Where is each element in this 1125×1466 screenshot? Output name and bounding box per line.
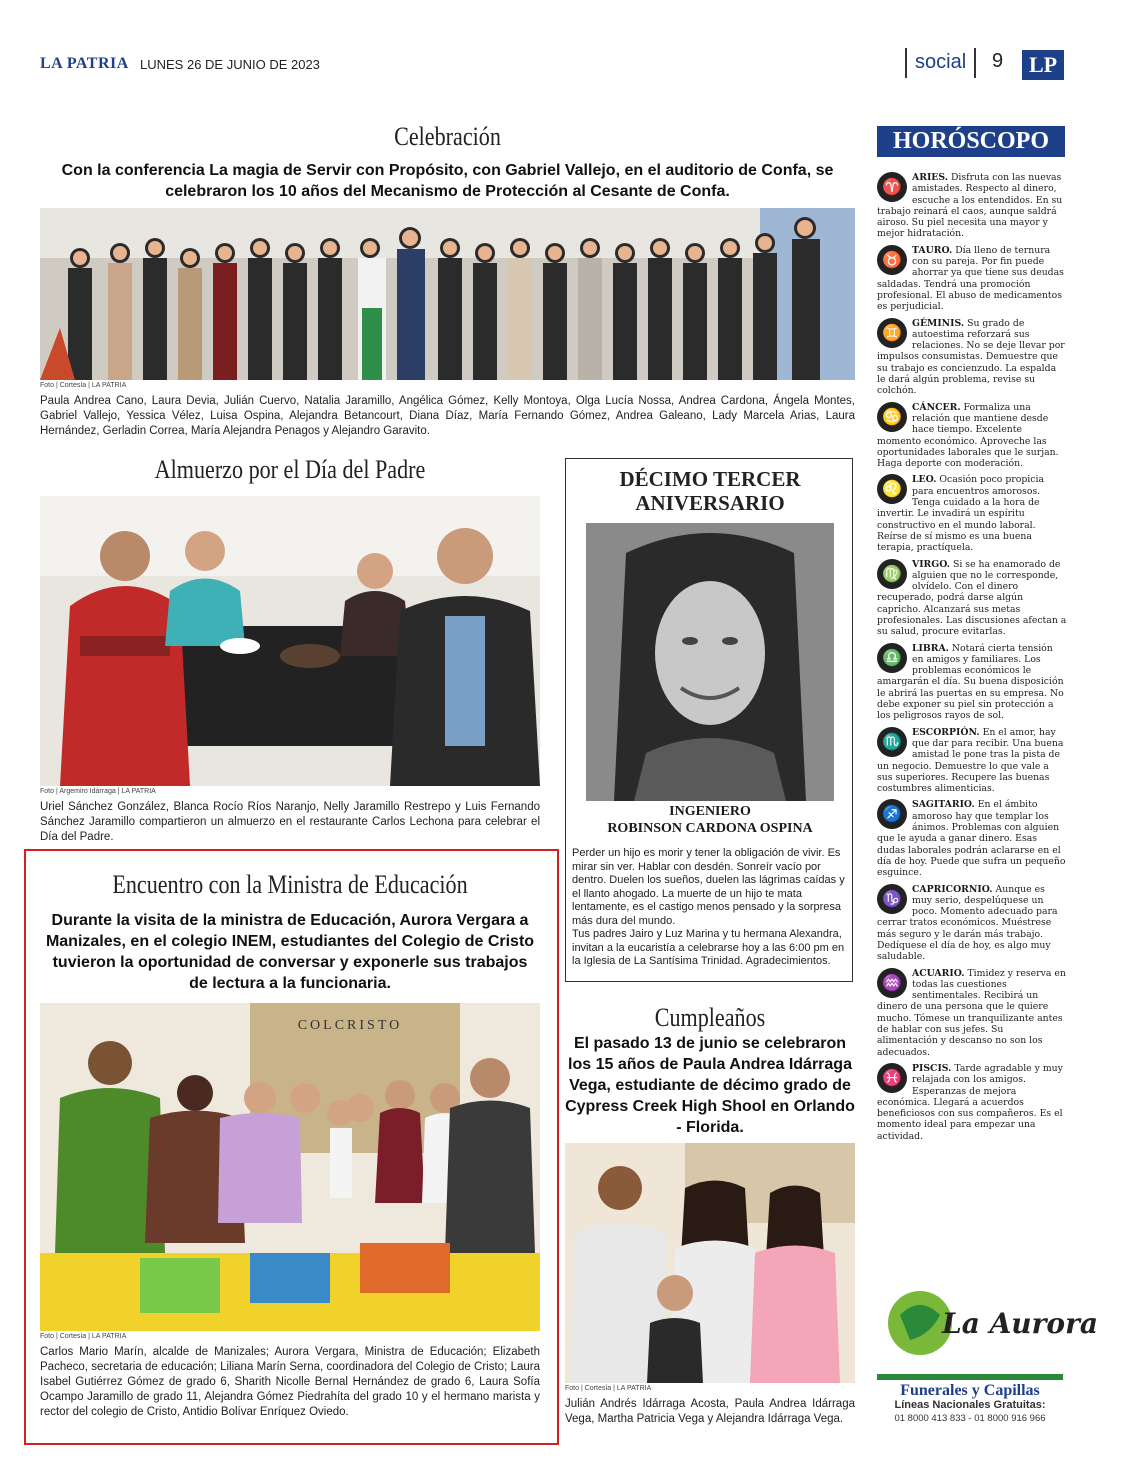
anniversary-role: INGENIERO (669, 804, 751, 819)
anniversary-title: DÉCIMO TERCER ANIVERSARIO (619, 467, 801, 515)
celebracion-caption: Paula Andrea Cano, Laura Devia, Julián Cuervo, Natalia Jaramillo, Angélica Gómez, Kelly Montoya, Olga Lucía Nossa, Andrea Cardona, Ángela Montes, Gabriel Vallejo, Yessica Vélez, Luisa Ospina, Alejandra Betancourt, Diana Díaz, María Fernando Gómez, Andrea Galeano, Lady Marcela Arias, Laura Hernández, Gerladin Correa, María Alejandra Penagos y Alejandro Garavito. (40, 395, 855, 437)
celebracion-lede: Con la conferencia La magia de Servir con Propósito, con Gabriel Vallejo, en el auditorio de Confa, se celebraron los 10 años del Mecanismo de Protección al Cesante de Confa. (61, 162, 834, 200)
sign-name: SAGITARIO. (912, 799, 975, 811)
anniversary-invitation: Tus padres Jairo y Luz Marina y tu hermana Alexandra, invitan a la eucaristía a celebrarse hoy a las 6:00 pm en la Iglesia de La Santísima Trinidad. Agradecimientos. (572, 928, 845, 967)
sign-name: TAURO. (912, 244, 953, 256)
anniversary-text: Perder un hijo es morir y tener la obligación de vivir. Es mirar sin ver. Hablar con desdén. Sonreír vacío por dentro. Duelen los sueños, duelen las lágrimas caídas y el llanto ahogado. La muerte de un hijo te mata lentamente, es el castigo menos pensado y la sorpresa más dura del mundo. (572, 847, 845, 927)
horoscope-sign (877, 318, 1067, 397)
ad-phones: 01 8000 413 833 - 01 8000 916 966 (894, 1413, 1046, 1424)
zodiac-icon: ♌ (877, 474, 907, 504)
sign-text: Su grado de autoestima reforzará sus relaciones. No se deje llevar por impulsos consumistas. Demuestre que su trabajo es concienzudo. La espalda le dará algún problema, revise su colchón. (877, 317, 1065, 397)
zodiac-icon: ♏ (877, 727, 907, 757)
horoscope-sign (877, 559, 1067, 638)
zodiac-icon: ♍ (877, 559, 907, 589)
zodiac-icon: ♒ (877, 968, 907, 998)
almuerzo-credit: Foto | Argemiro Idárraga | LA PATRIA (40, 788, 156, 795)
almuerzo-title: Almuerzo por el Día del Padre (154, 455, 426, 484)
section-label: social (905, 48, 976, 78)
sign-name: GÉMINIS. (912, 317, 965, 329)
zodiac-icon: ♐ (877, 799, 907, 829)
zodiac-icon: ♊ (877, 318, 907, 348)
sign-text: Timidez y reserva en todas las cuestiones sentimentales. Recibirá un dinero de una persona que le quiere mucho. Tómese un tranquilizante antes de hablar con sus jefes. Su alimentación y descanso no son los adecuados. (877, 967, 1066, 1058)
sign-text: Disfruta con las nuevas amistades. Respecto al dinero, escuche a los entendidos. En su trabajo reinará el caos, aunque saldrá airoso. Su piel necesita una mayor y mejor hidratación. (877, 172, 1063, 240)
almuerzo-photo (40, 496, 540, 786)
zodiac-icon: ♑ (877, 884, 907, 914)
sign-text: Tarde agradable y muy relajada con los amigos. Esperanzas de mejora económica. Llegará a acuerdos beneficiosos con sus compañeros. Es el momento ideal para empezar una actividad. (877, 1062, 1063, 1142)
sign-name: CAPRICORNIO. (912, 883, 993, 895)
horoscope-sign (877, 968, 1067, 1058)
zodiac-icon: ♈ (877, 172, 907, 202)
ad-subtitle: Líneas Nacionales Gratuitas: (894, 1399, 1046, 1411)
horoscope-sign (877, 727, 1067, 795)
anniversary-name: ROBINSON CARDONA OSPINA (607, 821, 813, 836)
funeral-ad (877, 1285, 1098, 1435)
ad-title: Funerales y Capillas (877, 1374, 1063, 1400)
encuentro-photo (40, 1003, 540, 1331)
masthead-logo: LA PATRIA (40, 55, 129, 72)
sign-text: Ocasión poco propicia para encuentros amorosos. Tenga cuidado a la hora de invertir. Le invadirá un espíritu constructivo en el mundo laboral. Reírse de sí mismo es una buena terapia, practíquela. (877, 474, 1044, 554)
sign-name: PISCIS. (912, 1062, 952, 1074)
sign-text: Formaliza una relación que mantiene desde hace tiempo. Excelente momento económico. Aproveche las oportunidades laborales que le surjan. Haga deporte con moderación. (877, 401, 1059, 470)
sign-text: En el amor, hay que dar para recibir. Una buena amistad le pone tras la pista de un negocio. Demuestre lo que vale a sus superiores. Recupere las buenas costumbres alimenticias. (877, 726, 1064, 795)
sign-name: LIBRA. (912, 642, 949, 654)
anniversary-notice (565, 458, 853, 982)
sign-text: Día lleno de ternura con su pareja. Por fin puede ahorrar ya que tiene sus deudas saldadas. Tendrá una promoción profesional. El abuso de medicamentos es perjudicial. (877, 244, 1064, 313)
horoscope-sign (877, 172, 1067, 240)
sign-text: Notará cierta tensión en amigos y familiares. Los problemas económicos le amargarán el día. Su buena disposición le abrirá las puertas en su empresa. No debe exponer su piel sin protección a los peligrosos rayos de sol. (877, 642, 1064, 722)
la-aurora-brand: La Aurora (942, 1307, 1098, 1340)
encuentro-credit: Foto | Cortesía | LA PATRIA (40, 1333, 127, 1340)
sign-text: En el ámbito amoroso hay que templar los ánimos. Problemas con alguien que le ayuda a ganar dinero. Esas dudas laborales podrán aclararse en el día de hoy. Puede que sufra un pequeño esguince. (877, 799, 1066, 879)
encuentro-caption: Carlos Mario Marín, alcalde de Manizales; Aurora Vergara, Ministra de Educación; Elizabeth Pacheco, secretaria de educación; Liliana Marín Serna, coordinadora del Colegio de Cristo; Laura Isabel Gutiérrez Gómez de grado 6, Sharith Nicolle Bernal Hernández de grado 6, Laura Sofía Ocampo Jaramillo de grado 11, Alejandra Gómez Piedrahíta del grado 10 y el hermano marista y rector del colegio de Cristo, Antidio Bolívar Enríquez Oviedo. (40, 1346, 540, 1418)
horoscope-sign (877, 884, 1067, 963)
celebracion-photo (40, 208, 855, 380)
horoscope-sign (877, 643, 1067, 722)
cumple-credit: Foto | Cortesía | LA PATRIA (565, 1385, 652, 1392)
zodiac-icon: ♎ (877, 643, 907, 673)
sign-name: ESCORPIÓN. (912, 726, 980, 738)
la-aurora-logo (882, 1285, 1098, 1360)
celebracion-title: Celebración (394, 122, 501, 151)
sign-text: Aunque es muy serio, despelúquese un poco. Momento adecuado para cerrar tratos económicos. Muéstrese más seguro y le darán más trabajo. Dedíquese el día de hoy, es algo muy saludable. (877, 883, 1058, 963)
celebracion-credit: Foto | Cortesía | LA PATRIA (40, 382, 127, 389)
horoscope-list (877, 172, 1067, 1147)
horoscope-sign (877, 474, 1067, 553)
zodiac-icon: ♋ (877, 402, 907, 432)
sign-name: ACUARIO. (912, 967, 965, 979)
sign-name: ARIES. (912, 172, 948, 183)
sign-name: VIRGO. (912, 558, 951, 570)
horoscope-sign (877, 799, 1067, 878)
almuerzo-caption: Uriel Sánchez González, Blanca Rocío Ríos Naranjo, Nelly Jaramillo Restrepo y Luis Fernando Sánchez Jaramillo compartieron un almuerzo en el restaurante Carlos Lechona para celebrar el Día del Padre. (40, 801, 540, 843)
sign-name: CÁNCER. (912, 401, 961, 413)
cumple-photo (565, 1143, 855, 1383)
cumple-caption: Julián Andrés Idárraga Acosta, Paula Andrea Idárraga Vega, Martha Patricia Vega y Alejandra Idárraga Vega. (565, 1398, 855, 1425)
cumple-title: Cumpleaños (654, 1003, 766, 1032)
horoscope-title: HORÓSCOPO (877, 126, 1065, 157)
encuentro-title: Encuentro con la Ministra de Educación (112, 870, 468, 899)
cumple-lede: El pasado 13 de junio se celebraron los 15 años de Paula Andrea Idárraga Vega, estudiante de décimo grado de Cypress Creek High Shool en Orlando - Florida. (565, 1035, 855, 1136)
page-number: 9 (992, 50, 1004, 72)
sign-name: LEO. (912, 474, 937, 486)
zodiac-icon: ♉ (877, 245, 907, 275)
dateline: LUNES 26 DE JUNIO DE 2023 (140, 57, 320, 72)
colcristo-banner: COLCRISTO (297, 1018, 403, 1033)
sign-text: Si se ha enamorado de alguien que no le corresponde, olvídelo. Con el dinero recuperado, podrá darse algún capricho. Alcanzará sus metas profesionales. Las discusiones afectan a su salud, procure evitarlas. (877, 558, 1067, 638)
anniversary-portrait (586, 523, 834, 801)
horoscope-sign (877, 1063, 1067, 1142)
zodiac-icon: ♓ (877, 1063, 907, 1093)
horoscope-sign (877, 245, 1067, 313)
horoscope-sign (877, 402, 1067, 470)
encuentro-lede: Durante la visita de la ministra de Educación, Aurora Vergara a Manizales, en el colegio INEM, estudiantes del Colegio de Cristo tuvieron la oportunidad de conversar y exponerle sus trabajos de lectura a la funcionaria. (45, 912, 535, 992)
lp-logo: LP (1022, 50, 1064, 80)
